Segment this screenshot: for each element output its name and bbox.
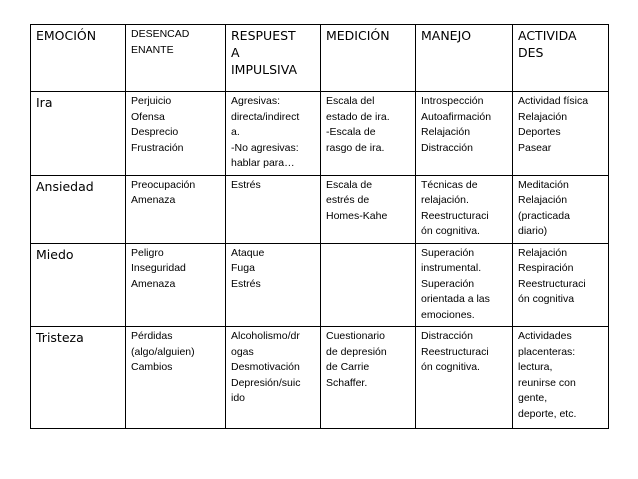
header-desencadenante-line-2: ENANTE [131, 43, 174, 56]
table-row [31, 175, 609, 243]
header-emocion: EMOCIÓN [31, 25, 126, 92]
cell-respuesta: Estrés [226, 175, 321, 243]
cell-medicion: Escala de estrés de Homes-Kahe [321, 175, 416, 243]
cell-desencadenante: Pérdidas (algo/alguien) Cambios [126, 327, 226, 429]
cell-desencadenante: Perjuicio Ofensa Desprecio Frustración [126, 92, 226, 176]
header-desencadenante-line-1: DESENCAD [131, 28, 190, 40]
cell-emocion: Miedo [31, 243, 126, 327]
emotions-table [30, 24, 609, 429]
cell-respuesta: Alcoholismo/dr ogas Desmotivación Depresión/suic ido [226, 327, 321, 429]
header-manejo: MANEJO [416, 25, 513, 92]
header-desencadenante [126, 25, 226, 92]
header-respuesta: RESPUEST A IMPULSIVA [226, 25, 321, 92]
table-row [31, 92, 609, 176]
cell-emocion: Tristeza [31, 327, 126, 429]
cell-actividades: Actividades placenteras: lectura, reunirse con gente, deporte, etc. [513, 327, 609, 429]
header-medicion: MEDICIÓN [321, 25, 416, 92]
cell-actividades: Meditación Relajación (practicada diario) [513, 175, 609, 243]
cell-medicion [321, 243, 416, 327]
cell-emocion: Ira [31, 92, 126, 176]
table-row [31, 243, 609, 327]
table-row [31, 327, 609, 429]
table-header-row [31, 25, 609, 92]
cell-desencadenante: Preocupación Amenaza [126, 175, 226, 243]
cell-desencadenante: Peligro Inseguridad Amenaza [126, 243, 226, 327]
cell-medicion: Escala del estado de ira. -Escala de rasgo de ira. [321, 92, 416, 176]
cell-medicion: Cuestionario de depresión de Carrie Schaffer. [321, 327, 416, 429]
cell-emocion: Ansiedad [31, 175, 126, 243]
cell-manejo: Técnicas de relajación. Reestructuraci ón cognitiva. [416, 175, 513, 243]
header-actividades: ACTIVIDA DES [513, 25, 609, 92]
cell-actividades: Actividad física Relajación Deportes Pasear [513, 92, 609, 176]
cell-respuesta: Agresivas: directa/indirect a. -No agresivas: hablar para… [226, 92, 321, 176]
cell-manejo: Distracción Reestructuraci ón cognitiva. [416, 327, 513, 429]
cell-respuesta: Ataque Fuga Estrés [226, 243, 321, 327]
cell-actividades: Relajación Respiración Reestructuraci ón cognitiva [513, 243, 609, 327]
cell-manejo: Introspección Autoafirmación Relajación Distracción [416, 92, 513, 176]
cell-manejo: Superación instrumental. Superación orientada a las emociones. [416, 243, 513, 327]
